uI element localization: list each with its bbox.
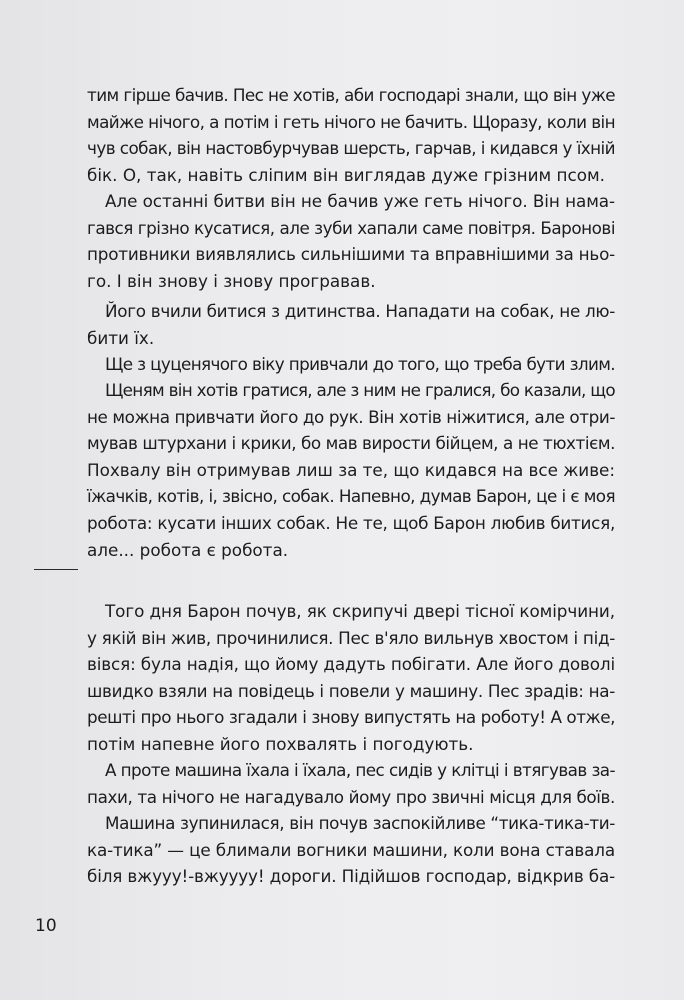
text-line: робота: кусати інших собак. Не те, щоб Барон любив битися, <box>87 512 615 533</box>
text-line: го. І він знову і знову програвав. <box>87 270 376 291</box>
text-line: ка-тика” — це блимали вогники машини, коли вона ставала <box>87 839 615 860</box>
text-line: у якій він жив, прочинилися. Пес в'яло вильнув хвостом і під- <box>87 627 615 648</box>
text-line: вівся: була надія, що йому дадуть побігати. Але його доволі <box>87 654 616 675</box>
text-line: противники виявлялись сильнішими та вправнішими за ньо- <box>87 244 615 265</box>
text-line: їжачків, котів, і, звісно, собак. Напевно, думав Барон, це і є моя <box>87 486 615 507</box>
text-line: Але останні битви він не бачив уже геть нічого. Він нама- <box>105 191 615 211</box>
text-line: не можна привчати його до рук. Він хотів ніжитися, але отри- <box>87 406 615 427</box>
page-number: 10 <box>35 916 57 936</box>
text-line: швидко взяли на повідець і повели у машину. Пес зрадів: на- <box>87 680 615 701</box>
text-line: тим гірше бачив. Пес не хотів, аби господарі знали, що він уже <box>87 85 615 105</box>
text-line: але... робота є робота. <box>87 539 289 560</box>
text-line: Того дня Барон почув, як скрипучі двері тісної комірчини, <box>105 601 615 621</box>
text-line: мував штурхани і крики, бо мав вирости бійцем, а не тюхтієм. <box>87 433 615 454</box>
paragraph-6 <box>87 598 615 758</box>
text-line: Щеням він хотів гратися, але з ним не гралися, бо казали, що <box>105 380 615 400</box>
text-line: Похвалу він отримував лиш за те, що кидався на все живе: <box>87 459 615 480</box>
section-divider <box>34 569 78 570</box>
text-line: бити їх. <box>87 327 155 348</box>
text-line: майже нічого, а потім і геть нічого не бачить. Щоразу, коли він <box>87 111 615 132</box>
text-line: чув собак, він настовбурчував шерсть, гарчав, і кидався у їхній <box>87 138 615 159</box>
text-line: біля вжууу!-вжуууу! дороги. Підійшов господар, відкрив ба- <box>87 866 615 887</box>
paragraph-7 <box>87 757 615 810</box>
text-line: Машина зупинилася, він почув заспокійливе “тика-тика-ти- <box>105 813 615 833</box>
text-line: гався грізно кусатися, але зуби хапали саме повітря. Баронові <box>87 217 615 238</box>
text-line: решті про нього згадали і знову випустять на роботу! А отже, <box>87 707 615 728</box>
paragraph-8 <box>87 810 615 890</box>
paragraph-4 <box>87 351 615 378</box>
paragraph-5 <box>87 377 615 563</box>
text-line: Його вчили битися з дитинства. Нападати на собак, не лю- <box>105 301 615 321</box>
text-line: А проте машина їхала і їхала, пес сидів у клітці і втягував за- <box>105 760 615 780</box>
text-line: Ще з цуценячого віку привчали до того, що треба бути злим. <box>105 354 615 374</box>
text-line: потім напевне його похвалять і погодують. <box>87 733 474 754</box>
paragraph-1 <box>87 82 615 188</box>
paragraph-3 <box>87 298 615 351</box>
text-line: пахи, та нічого не нагадувало йому про звичні місця для боїв. <box>87 786 615 807</box>
text-line: бік. О, так, навіть сліпим він виглядав дуже грізним псом. <box>87 164 605 185</box>
paragraph-2 <box>87 188 615 294</box>
